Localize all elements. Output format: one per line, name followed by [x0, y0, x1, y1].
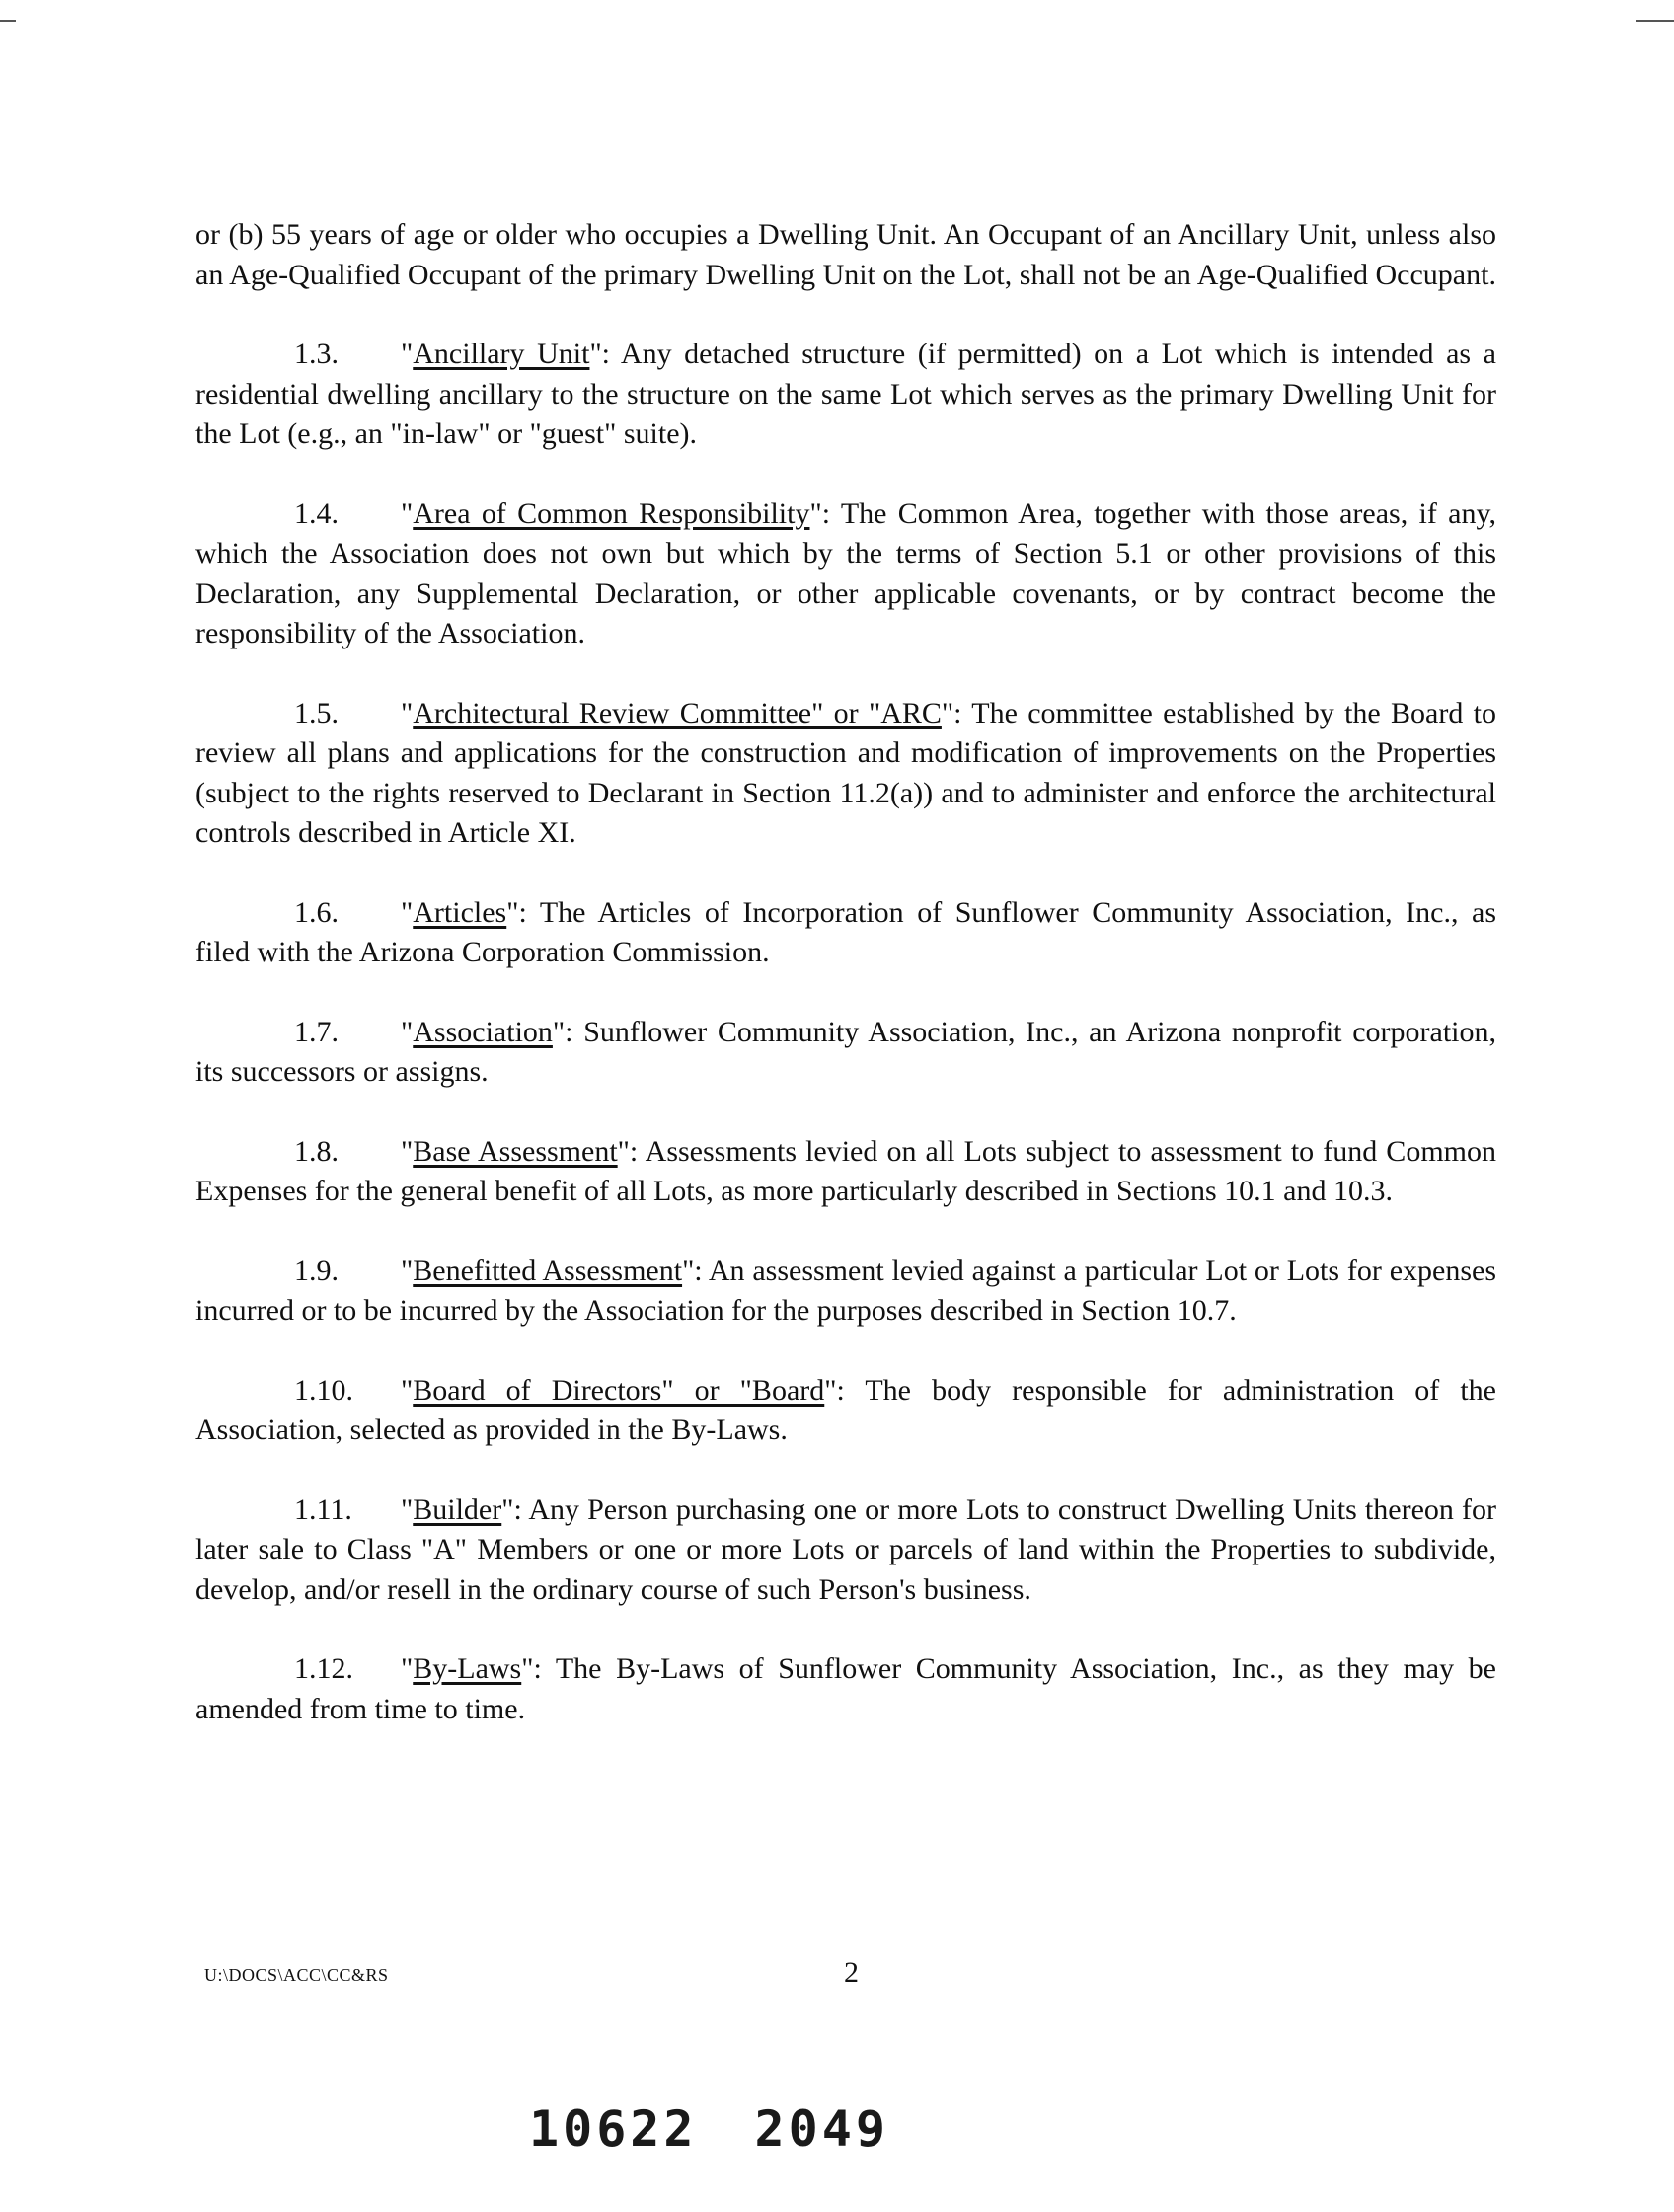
open-quote: "	[401, 1254, 414, 1287]
close-quote: ":	[589, 338, 621, 370]
close-quote: ":	[501, 1492, 529, 1526]
close-quote: ":	[941, 696, 972, 729]
open-quote: "	[401, 895, 414, 929]
defined-term: Benefitted Assessment	[413, 1254, 683, 1287]
definition-1-12	[195, 1649, 1496, 1729]
recording-stamp	[529, 2100, 889, 2158]
definition-text: Assessments levied on all Lots subject to assessment to fund Common Expenses for the general benefit of all Lots, as more particularly described in Sections 10.1 and 10.3.	[195, 1134, 1496, 1207]
defined-term: Articles	[413, 895, 507, 929]
close-quote: ":	[682, 1254, 709, 1287]
definition-1-8	[195, 1132, 1496, 1212]
close-quote: ":	[617, 1134, 646, 1168]
defined-term: Architectural Review Committee" or "ARC	[413, 696, 942, 729]
definition-text: The body responsible for administration of the Association, selected as provided in the By-Laws.	[195, 1373, 1496, 1446]
close-quote: ":	[809, 496, 841, 530]
definition-number: 1.8.	[294, 1134, 339, 1168]
open-quote: "	[401, 696, 414, 729]
defined-term: Base Assessment	[413, 1134, 618, 1168]
definition-text: The committee established by the Board to review all plans and applications for the construction and modification of improvements on the Properties (subject to the rights reserved to Declarant in Section 11.2(a)) and to administer and enforce the architectural controls described in Article XI.	[195, 696, 1496, 849]
scan-edge-mark-left	[0, 20, 16, 22]
footer-file-path: U:\DOCS\ACC\CC&RS	[204, 1965, 389, 1985]
definition-number: 1.5.	[294, 696, 339, 729]
defined-term: By-Laws	[413, 1652, 522, 1685]
definition-1-5	[195, 694, 1496, 854]
definition-1-7	[195, 1013, 1496, 1093]
open-quote: "	[401, 338, 414, 370]
definition-number: 1.3.	[294, 338, 339, 370]
definition-number: 1.10.	[294, 1373, 353, 1407]
document-body	[195, 215, 1496, 1729]
defined-term: Ancillary Unit	[413, 338, 590, 370]
definition-1-11	[195, 1490, 1496, 1611]
definition-number: 1.4.	[294, 496, 339, 530]
intro-paragraph: or (b) 55 years of age or older who occupies a Dwelling Unit. An Occupant of an Ancillary Unit, unless also an Age-Qualified Occupant of the primary Dwelling Unit on the Lot, shall not be an Age-Qualified Occupant.	[195, 218, 1496, 291]
definition-text: Any Person purchasing one or more Lots to construct Dwelling Units thereon for later sale to Class "A" Members or one or more Lots or parcels of land within the Properties to subdivide, develop, and/or resell in the ordinary course of such Person's business.	[195, 1492, 1496, 1606]
defined-term: Area of Common Responsibility	[413, 496, 810, 530]
definition-text: The By-Laws of Sunflower Community Association, Inc., as they may be amended from time to time.	[195, 1652, 1496, 1725]
recording-docket-number: 10622	[529, 2100, 698, 2158]
open-quote: "	[401, 1373, 414, 1407]
open-quote: "	[401, 1134, 414, 1168]
definition-number: 1.6.	[294, 895, 339, 929]
definition-1-4	[195, 495, 1496, 654]
open-quote: "	[401, 1652, 414, 1685]
definition-text: Sunflower Community Association, Inc., an Arizona nonprofit corporation, its successors or assigns.	[195, 1015, 1496, 1088]
defined-term: Association	[413, 1015, 553, 1048]
definition-text: The Articles of Incorporation of Sunflower Community Association, Inc., as filed with the Arizona Corporation Commission.	[195, 895, 1497, 968]
defined-term: Builder	[413, 1492, 502, 1526]
definition-1-6	[195, 893, 1496, 973]
defined-term: Board of Directors" or "Board	[413, 1373, 825, 1407]
open-quote: "	[401, 496, 414, 530]
definition-1-10	[195, 1371, 1496, 1451]
close-quote: ":	[521, 1652, 556, 1685]
footer-page-number: 2	[844, 1956, 859, 1989]
open-quote: "	[401, 1015, 414, 1048]
close-quote: ":	[552, 1015, 584, 1048]
definition-number: 1.9.	[294, 1254, 339, 1287]
definition-1-9	[195, 1252, 1496, 1332]
definition-number: 1.7.	[294, 1015, 339, 1048]
definition-text: Any detached structure (if permitted) on a Lot which is intended as a residential dwelling ancillary to the structure on the same Lot which serves as the primary Dwelling Unit for the Lot (e.g., an "in-law" or "guest" suite).	[195, 338, 1496, 450]
definition-1-3	[195, 335, 1496, 455]
open-quote: "	[401, 1492, 414, 1526]
definition-text: An assessment levied against a particular Lot or Lots for expenses incurred or to be incurred by the Association for the purposes described in Section 10.7.	[195, 1254, 1496, 1327]
close-quote: ":	[824, 1373, 866, 1407]
scan-edge-mark-right	[1636, 20, 1674, 22]
recording-page-number: 2049	[754, 2100, 889, 2158]
close-quote: ":	[506, 895, 540, 929]
definition-number: 1.11.	[294, 1492, 352, 1526]
definition-text: The Common Area, together with those areas, if any, which the Association does not own but which by the terms of Section 5.1 or other provisions of this Declaration, any Supplemental Declaration, or other applicable covenants, or by contract become the responsibility of the Association.	[195, 496, 1496, 649]
definition-number: 1.12.	[294, 1652, 353, 1685]
